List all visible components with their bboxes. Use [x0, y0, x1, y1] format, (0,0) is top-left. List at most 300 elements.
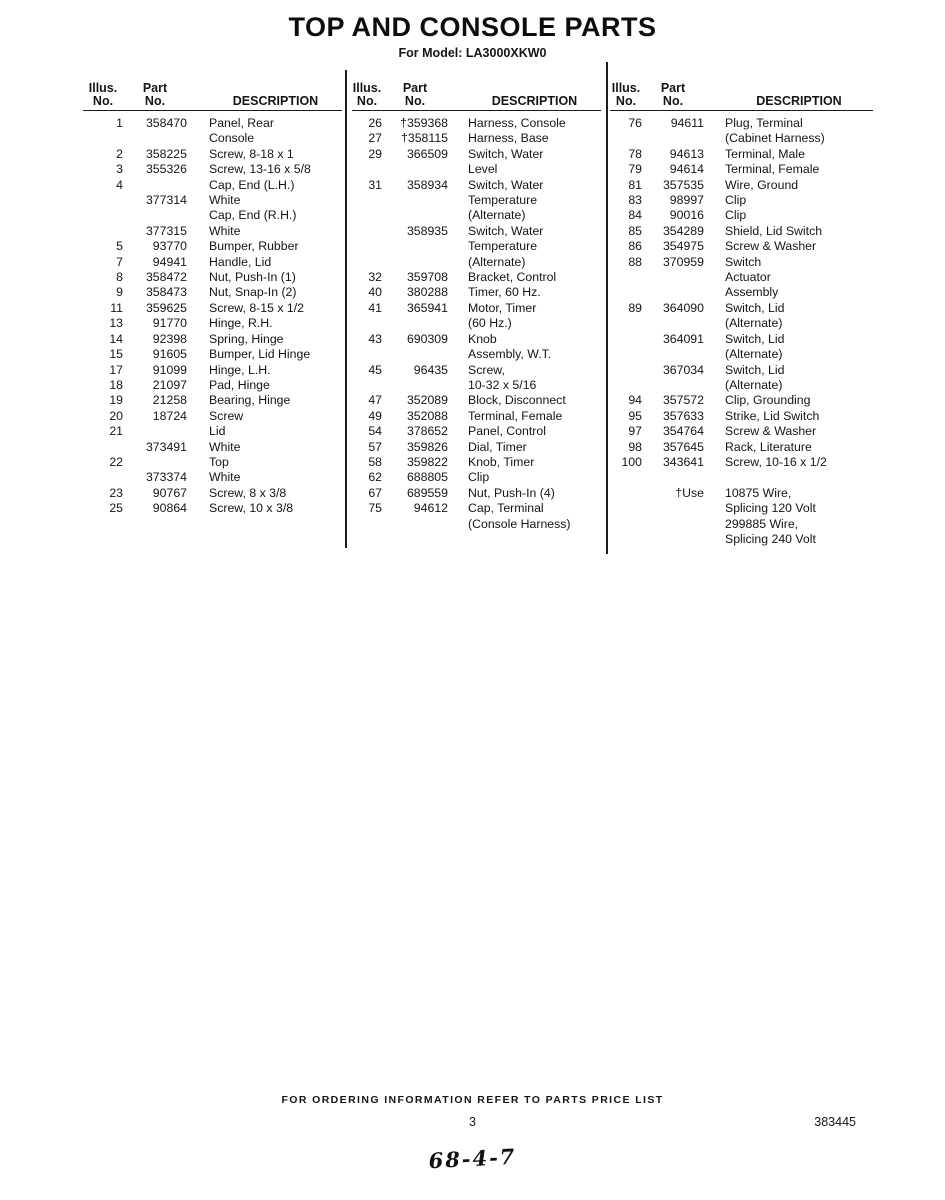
- cell-illus: [610, 363, 642, 378]
- ordering-info-note: FOR ORDERING INFORMATION REFER TO PARTS PRICE LIST: [281, 1094, 664, 1106]
- cell-illus: [83, 193, 123, 208]
- parts-row: [352, 224, 601, 239]
- cell-part: 359822: [406, 454, 448, 469]
- cell-illus: [352, 517, 382, 532]
- parts-row: [610, 501, 873, 516]
- cell-part: 93770: [152, 239, 187, 254]
- parts-row: [352, 316, 601, 331]
- cell-illus: [610, 270, 642, 285]
- cell-desc: 10875 Wire,: [725, 485, 792, 500]
- cell-part: 370959: [662, 254, 704, 269]
- cell-part: 90767: [152, 485, 187, 500]
- parts-row: [83, 378, 342, 393]
- cell-desc: Screw, 8 x 3/8: [209, 485, 287, 500]
- parts-row: [610, 301, 873, 316]
- cell-illus: [83, 224, 123, 239]
- cell-desc: Switch, Lid: [725, 362, 785, 377]
- cell-part: 94612: [413, 501, 448, 516]
- parts-row: [352, 239, 601, 254]
- cell-part: 357645: [662, 439, 704, 454]
- cell-part: 366509: [406, 146, 448, 161]
- header-part-line2: No.: [144, 94, 166, 108]
- column-header: [352, 82, 601, 111]
- parts-row: [610, 378, 873, 393]
- header-illus-line2: No.: [356, 94, 378, 108]
- cell-desc: (Alternate): [468, 208, 526, 223]
- cell-part: [382, 239, 448, 254]
- parts-row: [83, 301, 342, 316]
- cell-illus: 31: [368, 177, 382, 192]
- parts-row: [352, 131, 601, 146]
- cell-illus: 88: [628, 254, 642, 269]
- cell-illus: [352, 347, 382, 362]
- cell-illus: [83, 208, 123, 223]
- cell-illus: 41: [368, 300, 382, 315]
- cell-desc: Screw, 10 x 3/8: [209, 501, 294, 516]
- header-description-label: DESCRIPTION: [756, 94, 842, 108]
- cell-illus: 83: [628, 193, 642, 208]
- header-part-no: [382, 82, 448, 108]
- parts-row: [83, 162, 342, 177]
- parts-row: [83, 440, 342, 455]
- cell-desc: Clip, Grounding: [725, 393, 811, 408]
- cell-desc: Spring, Hinge: [209, 331, 284, 346]
- cell-desc: (Console Harness): [468, 516, 571, 531]
- cell-desc: Panel, Rear: [209, 116, 274, 130]
- cell-desc: White: [209, 470, 241, 485]
- cell-desc: Switch, Lid: [725, 300, 785, 315]
- cell-part: 354975: [662, 239, 704, 254]
- parts-row: [352, 501, 601, 516]
- cell-part: 380288: [406, 285, 448, 300]
- parts-rows: [83, 111, 342, 517]
- cell-part: 96435: [413, 362, 448, 377]
- header-illus-line1: Illus.: [611, 81, 641, 95]
- cell-illus: [83, 440, 123, 455]
- parts-row: [83, 208, 342, 223]
- cell-desc: Temperature: [468, 193, 538, 208]
- cell-desc: 10-32 x 5/16: [468, 377, 537, 392]
- cell-desc: Screw & Washer: [725, 239, 817, 254]
- cell-illus: [610, 486, 642, 501]
- cell-desc: Terminal, Female: [468, 408, 563, 423]
- header-part-line2: No.: [662, 94, 684, 108]
- cell-illus: 100: [621, 454, 642, 469]
- parts-row: [610, 486, 873, 501]
- parts-row: [610, 224, 873, 239]
- cell-desc: (60 Hz.): [468, 316, 512, 331]
- cell-illus: 7: [116, 254, 123, 269]
- parts-row: [610, 270, 873, 285]
- cell-illus: [610, 316, 642, 331]
- cell-part: 364090: [662, 300, 704, 315]
- cell-desc: Lid: [209, 424, 226, 439]
- handwritten-note: 68-4-7: [427, 1143, 518, 1174]
- cell-part: 365941: [406, 300, 448, 315]
- parts-rows: [352, 111, 601, 532]
- cell-illus: 85: [628, 223, 642, 238]
- cell-part: †Use: [675, 485, 704, 500]
- cell-part: 18724: [152, 408, 187, 423]
- cell-desc: Handle, Lid: [209, 254, 272, 269]
- parts-row: [83, 193, 342, 208]
- parts-row: [352, 285, 601, 300]
- parts-row: [610, 239, 873, 254]
- parts-row: [610, 208, 873, 223]
- cell-part: 359826: [406, 439, 448, 454]
- parts-row: [610, 517, 873, 532]
- cell-part: 359625: [145, 300, 187, 315]
- cell-desc: Bumper, Lid Hinge: [209, 347, 311, 362]
- parts-row: [83, 455, 342, 470]
- cell-part: 91099: [152, 362, 187, 377]
- cell-illus: 62: [368, 470, 382, 485]
- cell-illus: [610, 517, 642, 532]
- cell-desc: Knob, Timer: [468, 454, 535, 469]
- parts-row: [83, 347, 342, 362]
- cell-part: [642, 347, 704, 362]
- cell-desc: Switch, Water: [468, 146, 544, 161]
- cell-desc: Clip: [468, 470, 490, 485]
- cell-illus: [352, 224, 382, 239]
- cell-part: [642, 470, 704, 485]
- cell-part: 357633: [662, 408, 704, 423]
- cell-desc: Nut, Push-In (1): [209, 270, 296, 285]
- cell-part: 94941: [152, 254, 187, 269]
- cell-part: 90016: [669, 208, 704, 223]
- cell-illus: 27: [368, 131, 382, 146]
- cell-part: 354289: [662, 223, 704, 238]
- cell-desc: Screw, 8-15 x 1/2: [209, 300, 305, 315]
- cell-desc: Console: [209, 131, 255, 146]
- cell-illus: 75: [368, 501, 382, 516]
- cell-desc: Harness, Base: [468, 131, 549, 146]
- cell-part: 373374: [145, 470, 187, 485]
- cell-desc: Cap, Terminal: [468, 501, 544, 516]
- cell-illus: [610, 131, 642, 146]
- cell-illus: 54: [368, 424, 382, 439]
- cell-desc: Hinge, L.H.: [209, 362, 271, 377]
- parts-row: [352, 517, 601, 532]
- cell-desc: Level: [468, 162, 498, 177]
- parts-row: [352, 470, 601, 485]
- cell-part: †358115: [401, 131, 448, 146]
- cell-part: 94613: [669, 146, 704, 161]
- parts-row: [352, 363, 601, 378]
- cell-part: 359708: [406, 270, 448, 285]
- cell-illus: [610, 332, 642, 347]
- cell-illus: 58: [368, 454, 382, 469]
- cell-part: [382, 316, 448, 331]
- cell-illus: 29: [368, 146, 382, 161]
- cell-desc: Rack, Literature: [725, 439, 812, 454]
- cell-desc: Cap, End (R.H.): [209, 208, 297, 223]
- header-part-no: [642, 82, 704, 108]
- parts-row: [83, 255, 342, 270]
- cell-part: 92398: [152, 331, 187, 346]
- parts-row: [610, 470, 873, 485]
- parts-row: [83, 239, 342, 254]
- cell-illus: 32: [368, 270, 382, 285]
- cell-part: [123, 208, 187, 223]
- parts-row: [83, 178, 342, 193]
- cell-part: [382, 517, 448, 532]
- parts-row: [610, 147, 873, 162]
- cell-desc: Timer, 60 Hz.: [468, 285, 541, 300]
- parts-row: [610, 255, 873, 270]
- cell-illus: [352, 162, 382, 177]
- cell-part: [642, 131, 704, 146]
- cell-part: [642, 316, 704, 331]
- column-header: [83, 82, 342, 111]
- header-illus-no: [610, 82, 642, 108]
- parts-rows: [610, 111, 873, 547]
- cell-illus: 5: [116, 239, 123, 254]
- cell-part: †359368: [400, 116, 448, 130]
- header-description: [187, 82, 342, 108]
- cell-illus: 97: [628, 424, 642, 439]
- cell-illus: 26: [368, 116, 382, 130]
- cell-desc: Clip: [725, 193, 747, 208]
- parts-row: [610, 285, 873, 300]
- parts-row: [610, 193, 873, 208]
- cell-desc: Switch, Water: [468, 177, 544, 192]
- cell-desc: Bumper, Rubber: [209, 239, 299, 254]
- cell-desc: Screw, 13-16 x 5/8: [209, 162, 311, 177]
- cell-part: 373491: [145, 439, 187, 454]
- cell-illus: 21: [109, 424, 123, 439]
- cell-part: [123, 131, 187, 146]
- cell-desc: Screw & Washer: [725, 424, 817, 439]
- cell-illus: [352, 208, 382, 223]
- parts-row: [83, 224, 342, 239]
- cell-illus: [610, 470, 642, 485]
- cell-part: [382, 208, 448, 223]
- cell-part: 355326: [145, 162, 187, 177]
- cell-part: [382, 378, 448, 393]
- cell-illus: 49: [368, 408, 382, 423]
- parts-row: [352, 255, 601, 270]
- cell-illus: 23: [109, 485, 123, 500]
- cell-illus: 14: [109, 331, 123, 346]
- parts-row: [352, 162, 601, 177]
- cell-illus: [352, 378, 382, 393]
- cell-part: 367034: [662, 362, 704, 377]
- cell-illus: [610, 378, 642, 393]
- cell-desc: (Alternate): [468, 254, 526, 269]
- cell-desc: Screw, 8-18 x 1: [209, 146, 294, 161]
- header-description-label: DESCRIPTION: [491, 94, 578, 108]
- parts-row: [83, 116, 342, 131]
- parts-row: [610, 440, 873, 455]
- document-number: 383445: [814, 1115, 856, 1129]
- cell-desc: Switch: [725, 254, 762, 269]
- cell-part: 94614: [669, 162, 704, 177]
- cell-part: 98997: [669, 193, 704, 208]
- parts-row: [352, 378, 601, 393]
- parts-row: [352, 301, 601, 316]
- cell-desc: Bearing, Hinge: [209, 393, 291, 408]
- parts-row: [83, 316, 342, 331]
- parts-row: [83, 332, 342, 347]
- cell-illus: 78: [628, 146, 642, 161]
- parts-row: [352, 270, 601, 285]
- cell-illus: 22: [109, 454, 123, 469]
- page-number: 3: [469, 1115, 476, 1129]
- cell-illus: 45: [368, 362, 382, 377]
- parts-row: [610, 532, 873, 547]
- cell-desc: Actuator: [725, 270, 771, 285]
- cell-desc: (Cabinet Harness): [725, 131, 825, 146]
- parts-row: [83, 424, 342, 439]
- cell-illus: 8: [116, 270, 123, 285]
- header-part-no: [123, 82, 187, 108]
- parts-row: [610, 316, 873, 331]
- cell-part: 358225: [145, 146, 187, 161]
- cell-part: [642, 517, 704, 532]
- cell-part: [382, 193, 448, 208]
- cell-part: 688805: [406, 470, 448, 485]
- cell-desc: White: [209, 193, 241, 208]
- parts-row: [352, 193, 601, 208]
- cell-illus: 2: [116, 146, 123, 161]
- header-illus-no: [352, 82, 382, 108]
- cell-desc: Switch, Water: [468, 223, 544, 238]
- cell-illus: 94: [628, 393, 642, 408]
- cell-part: 91605: [152, 347, 187, 362]
- cell-desc: Screw,: [468, 362, 505, 377]
- header-description: [704, 82, 873, 108]
- parts-row: [83, 363, 342, 378]
- cell-illus: [352, 193, 382, 208]
- cell-part: 377314: [145, 193, 187, 208]
- cell-desc: Dial, Timer: [468, 439, 527, 454]
- cell-illus: 67: [368, 485, 382, 500]
- cell-desc: White: [209, 223, 241, 238]
- cell-part: 364091: [662, 331, 704, 346]
- header-description: [448, 82, 601, 108]
- parts-row: [352, 409, 601, 424]
- cell-desc: Block, Disconnect: [468, 393, 566, 408]
- parts-row: [83, 131, 342, 146]
- parts-row: [352, 440, 601, 455]
- cell-desc: Strike, Lid Switch: [725, 408, 820, 423]
- parts-row: [352, 347, 601, 362]
- cell-part: 343641: [662, 454, 704, 469]
- cell-part: 94611: [670, 116, 704, 130]
- column-divider-2: [606, 62, 608, 554]
- cell-desc: Assembly: [725, 285, 779, 300]
- parts-row: [610, 131, 873, 146]
- cell-part: 378652: [406, 424, 448, 439]
- cell-illus: [610, 285, 642, 300]
- cell-part: 358935: [406, 223, 448, 238]
- cell-part: [382, 255, 448, 270]
- cell-part: 690309: [406, 331, 448, 346]
- cell-part: [642, 270, 704, 285]
- cell-illus: 84: [628, 208, 642, 223]
- cell-illus: 15: [109, 347, 123, 362]
- cell-part: 352089: [406, 393, 448, 408]
- parts-row: [83, 486, 342, 501]
- cell-part: [642, 501, 704, 516]
- parts-row: [352, 332, 601, 347]
- parts-row: [83, 409, 342, 424]
- cell-illus: 18: [109, 377, 123, 392]
- cell-illus: 76: [628, 116, 642, 130]
- cell-illus: 1: [116, 116, 123, 130]
- cell-desc: Motor, Timer: [468, 300, 537, 315]
- cell-illus: 9: [116, 285, 123, 300]
- header-illus-line1: Illus.: [88, 81, 118, 95]
- cell-desc: White: [209, 439, 241, 454]
- parts-row: [352, 393, 601, 408]
- parts-row: [352, 455, 601, 470]
- parts-row: [610, 409, 873, 424]
- header-part-line1: Part: [402, 81, 428, 95]
- parts-row: [83, 147, 342, 162]
- cell-desc: Shield, Lid Switch: [725, 223, 823, 238]
- cell-part: 689559: [406, 485, 448, 500]
- cell-illus: [352, 316, 382, 331]
- cell-illus: [83, 131, 123, 146]
- cell-part: 352088: [406, 408, 448, 423]
- cell-desc: Screw: [209, 408, 244, 423]
- cell-desc: Assembly, W.T.: [468, 347, 552, 362]
- cell-illus: 57: [368, 439, 382, 454]
- parts-row: [610, 162, 873, 177]
- cell-part: 91770: [152, 316, 187, 331]
- parts-row: [352, 116, 601, 131]
- cell-part: [382, 162, 448, 177]
- cell-illus: 86: [628, 239, 642, 254]
- header-illus-line1: Illus.: [352, 81, 382, 95]
- cell-part: 358473: [145, 285, 187, 300]
- cell-desc: Plug, Terminal: [725, 116, 803, 130]
- cell-part: [123, 455, 187, 470]
- parts-row: [610, 332, 873, 347]
- cell-desc: Nut, Snap-In (2): [209, 285, 297, 300]
- cell-illus: 17: [109, 362, 123, 377]
- cell-part: [123, 178, 187, 193]
- cell-desc: Pad, Hinge: [209, 377, 270, 392]
- cell-desc: Wire, Ground: [725, 177, 799, 192]
- cell-part: 377315: [145, 223, 187, 238]
- parts-row: [610, 424, 873, 439]
- cell-illus: [83, 470, 123, 485]
- cell-illus: 43: [368, 331, 382, 346]
- cell-illus: 98: [628, 439, 642, 454]
- cell-desc: Harness, Console: [468, 116, 566, 130]
- cell-desc: 299885 Wire,: [725, 516, 799, 531]
- cell-desc: Top: [209, 454, 229, 469]
- header-part-line1: Part: [660, 81, 686, 95]
- cell-desc: Splicing 120 Volt: [725, 501, 816, 516]
- parts-row: [352, 147, 601, 162]
- parts-row: [352, 178, 601, 193]
- parts-row: [610, 363, 873, 378]
- cell-desc: Panel, Control: [468, 424, 546, 439]
- cell-illus: 47: [368, 393, 382, 408]
- column-divider-1: [345, 70, 347, 548]
- cell-part: 90864: [152, 501, 187, 516]
- cell-illus: [352, 239, 382, 254]
- cell-desc: Cap, End (L.H.): [209, 177, 295, 192]
- cell-illus: 89: [628, 300, 642, 315]
- cell-illus: [610, 347, 642, 362]
- cell-part: [642, 378, 704, 393]
- cell-part: 358470: [145, 116, 187, 130]
